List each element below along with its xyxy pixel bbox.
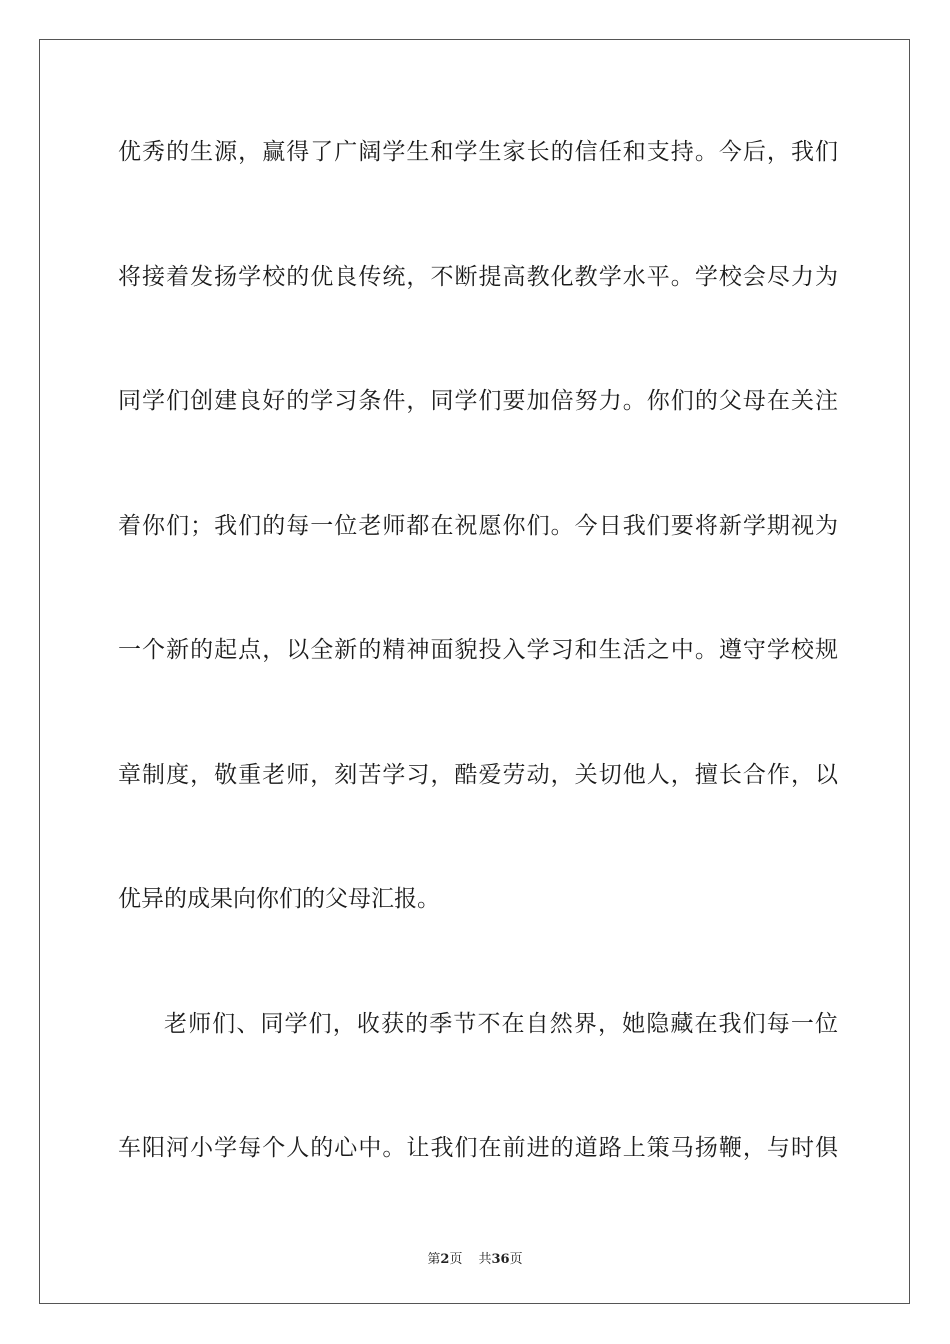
paragraph-line: 一个新的起点，以全新的精神面貌投入学习和生活之中。遵守学校规: [118, 637, 838, 663]
paragraph-line: 优秀的生源，赢得了广阔学生和学生家长的信任和支持。今后，我们: [118, 139, 838, 165]
paragraph-line: 老师们、同学们，收获的季节不在自然界，她隐藏在我们每一位: [164, 1011, 838, 1037]
page-footer: [0, 1248, 950, 1267]
page-prefix: 第: [427, 1252, 441, 1267]
page-suffix: 页: [449, 1252, 463, 1267]
paragraph-line: 将接着发扬学校的优良传统，不断提高教化教学水平。学校会尽力为: [118, 264, 838, 290]
page-frame: [39, 39, 910, 1304]
paragraph-line: 章制度，敬重老师，刻苦学习，酷爱劳动，关切他人，擅长合作，以: [118, 762, 838, 788]
total-pages: 36: [491, 1252, 510, 1267]
total-prefix: 共: [478, 1252, 492, 1267]
page-number: 2: [440, 1252, 450, 1267]
paragraph-line: 车阳河小学每个人的心中。让我们在前进的道路上策马扬鞭，与时俱: [118, 1135, 838, 1161]
paragraph-line: 着你们；我们的每一位老师都在祝愿你们。今日我们要将新学期视为: [118, 513, 838, 539]
paragraph-line: 同学们创建良好的学习条件，同学们要加倍努力。你们的父母在关注: [118, 388, 838, 414]
total-suffix: 页: [509, 1252, 523, 1267]
paragraph-line: 优异的成果向你们的父母汇报。: [118, 886, 440, 912]
